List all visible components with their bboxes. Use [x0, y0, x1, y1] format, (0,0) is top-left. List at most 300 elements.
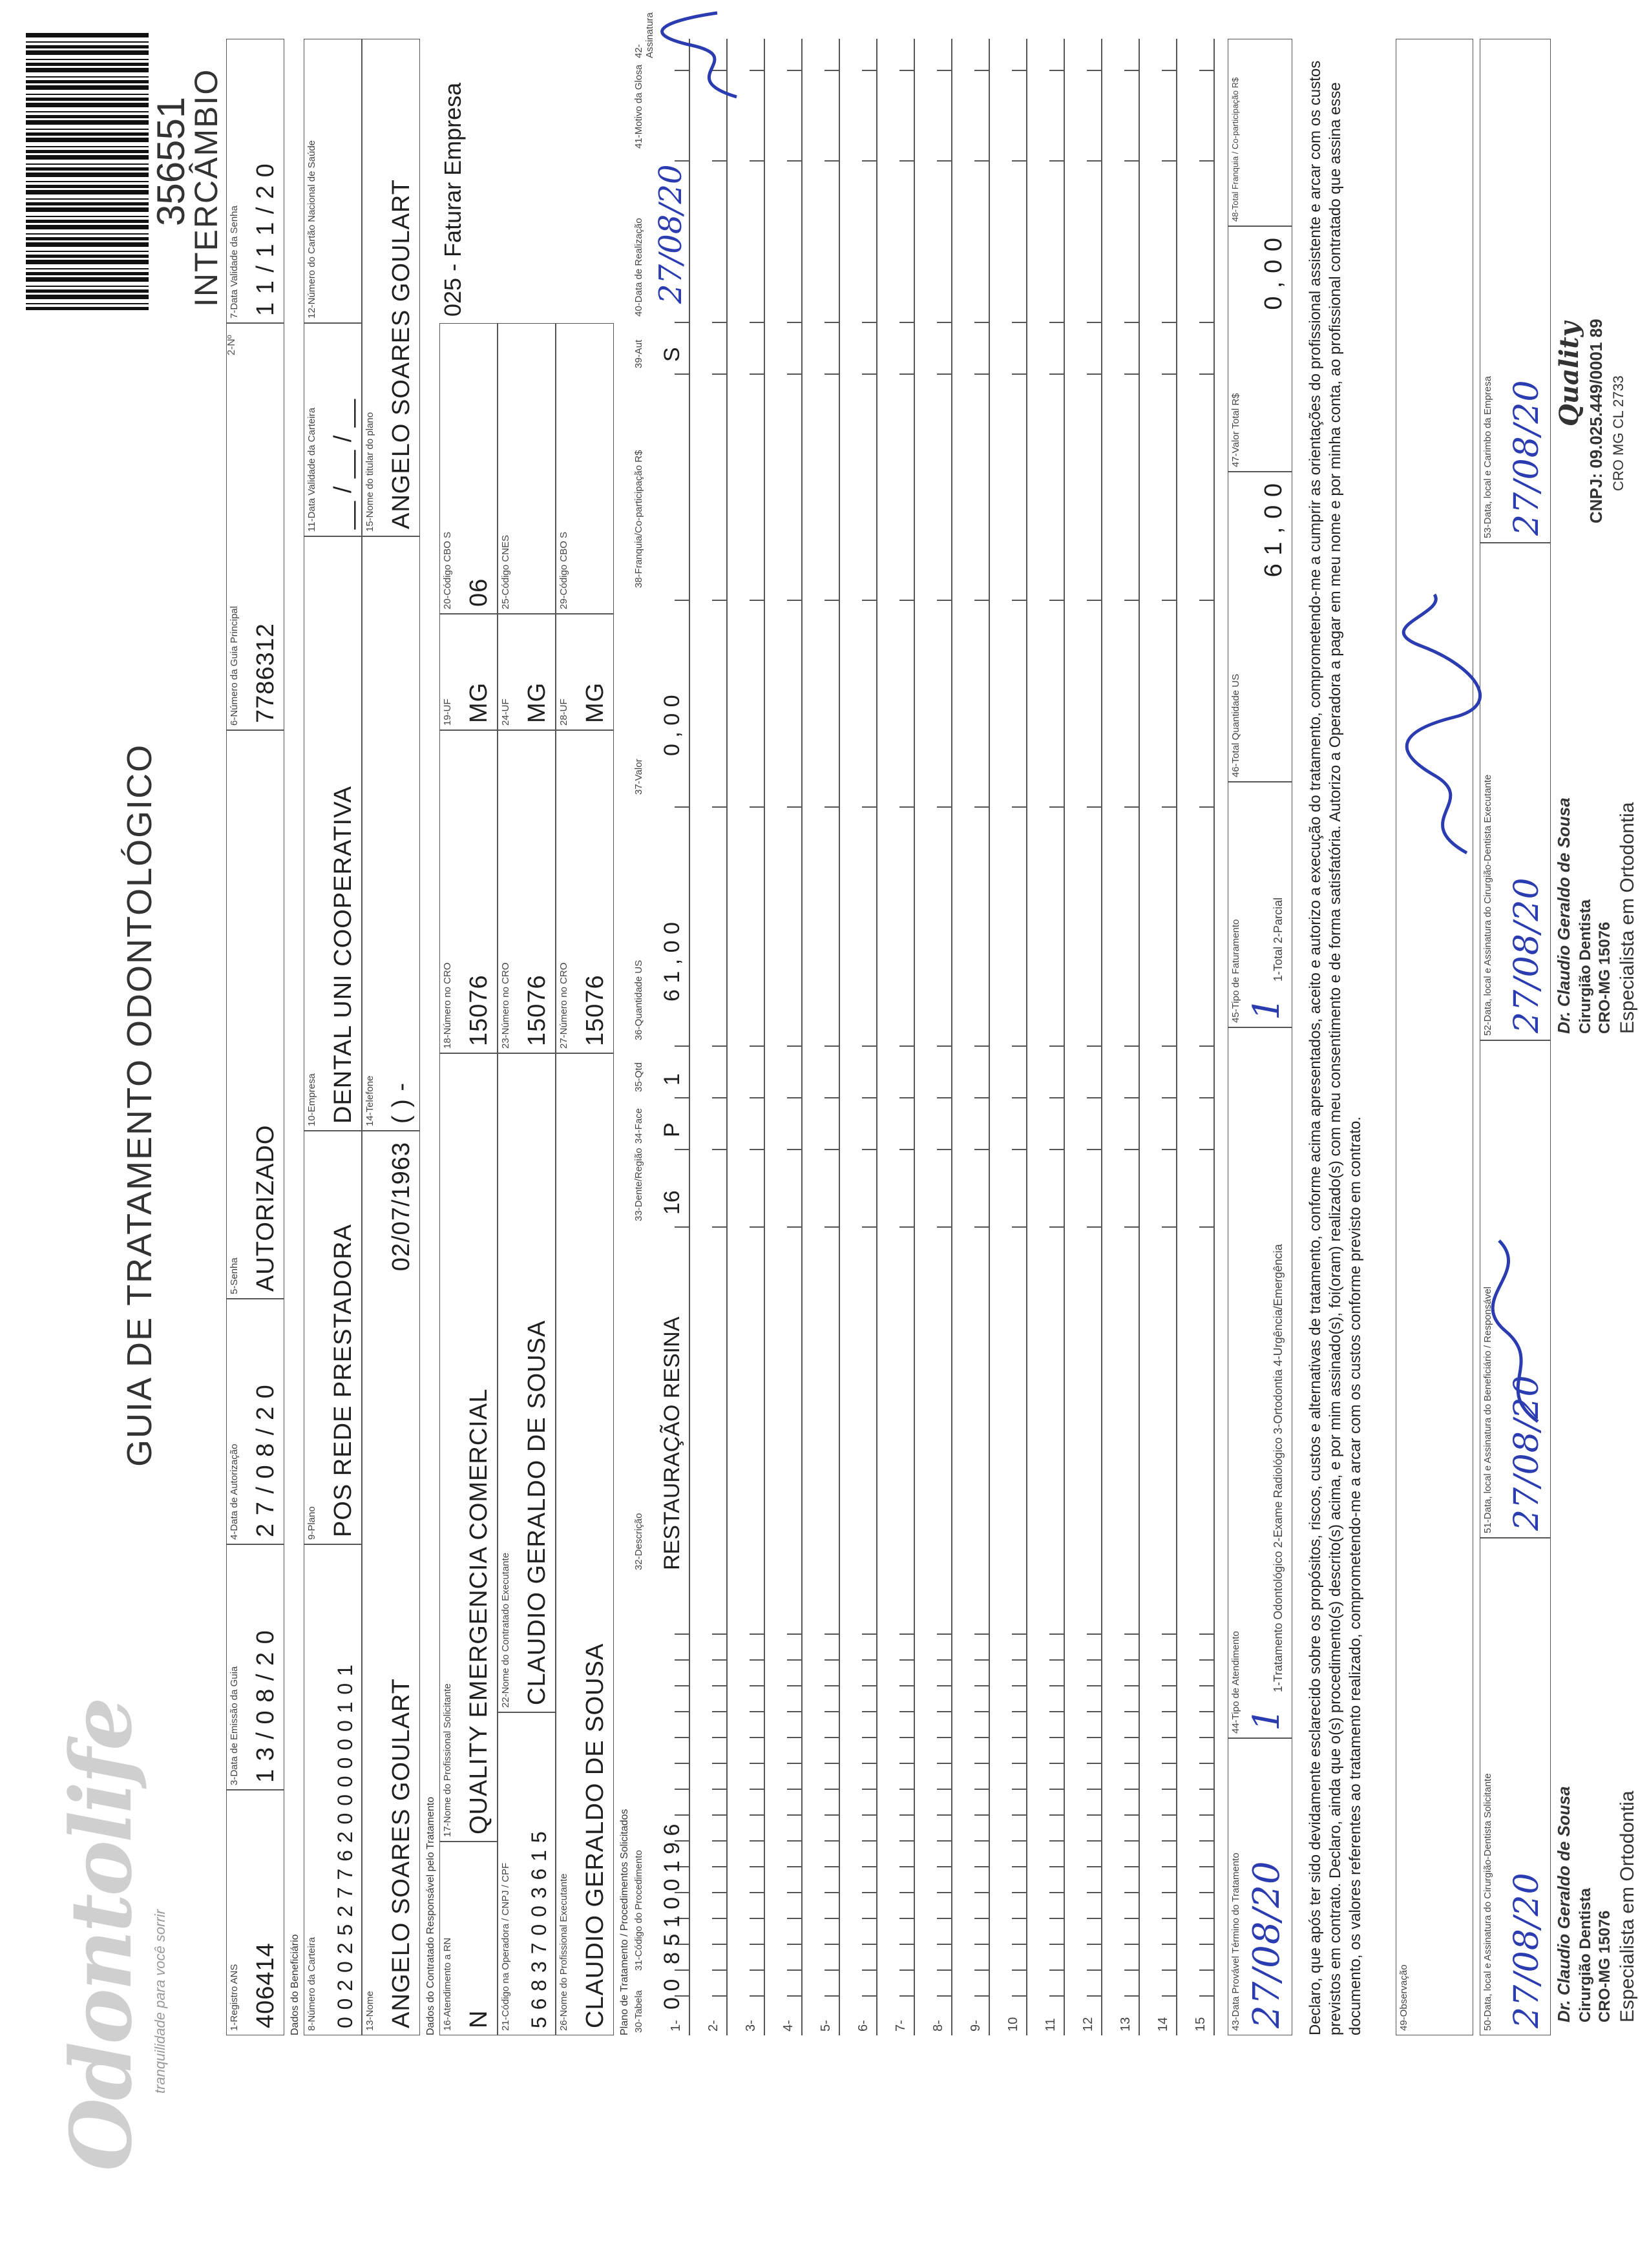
cell-divider	[1162, 1918, 1176, 1919]
uf-solicitante-field[interactable]	[439, 614, 498, 730]
cell-divider	[1012, 1711, 1026, 1712]
cell-divider	[712, 1814, 726, 1816]
cell-divider	[787, 600, 801, 601]
cell-divider	[937, 806, 951, 808]
tipo-atendimento-field[interactable]	[1228, 1027, 1292, 1738]
senha-field[interactable]	[226, 730, 284, 1299]
cell-divider	[1124, 600, 1139, 601]
odontolife-logo: Odontolife	[52, 1699, 151, 2171]
cell-divider	[974, 70, 989, 71]
col-descricao: 32-Descrição	[633, 1513, 644, 1570]
col-face: 34-Face	[633, 1108, 644, 1144]
cell-divider	[787, 1763, 801, 1764]
field-value: 7786312	[252, 623, 279, 723]
cell-divider	[712, 1633, 726, 1635]
field-value: ( ) -	[388, 1082, 415, 1124]
cell-divider	[937, 1633, 951, 1635]
procedure-row[interactable]	[877, 39, 915, 2035]
field-value: ANGELO SOARES GOULART	[388, 1678, 415, 2028]
cell-divider	[787, 1659, 801, 1661]
cell-divider	[787, 1995, 801, 1997]
col-qtd: 35-Qtd	[633, 1062, 644, 1092]
cell-divider	[787, 1969, 801, 1971]
field-value: 2 7 / 0 8 / 2 0	[252, 1384, 279, 1537]
cell-divider	[712, 1918, 726, 1919]
cell-divider	[899, 1995, 914, 1997]
cell-divider	[1199, 600, 1213, 601]
total-franquia-field[interactable]	[1228, 39, 1292, 226]
cell-divider	[675, 600, 689, 601]
cell-divider	[1087, 1763, 1101, 1764]
field-value: CLAUDIO GERALDO DE SOUSA	[523, 1319, 551, 1705]
row-number: 3-	[744, 2020, 758, 2032]
cell-divider	[787, 1045, 801, 1047]
cell-divider	[1012, 373, 1026, 375]
cell-divider	[974, 1814, 989, 1816]
cell-divider	[787, 70, 801, 71]
procedure-row[interactable]	[653, 39, 690, 2035]
cell-divider	[974, 1995, 989, 1997]
cell-divider	[1012, 1097, 1026, 1098]
codigo-operadora-field[interactable]	[498, 1712, 556, 2035]
cell-divider	[937, 1097, 951, 1098]
field-value: 1 3 / 0 8 / 2 0	[252, 1630, 279, 1783]
cell-divider	[1049, 322, 1064, 323]
cell-divider	[824, 806, 839, 808]
field-value: AUTORIZADO	[252, 1124, 279, 1292]
cell-divider	[1124, 1763, 1139, 1764]
cell-divider	[862, 1763, 876, 1764]
cell-divider	[1124, 1149, 1139, 1150]
cell-divider	[862, 1814, 876, 1816]
field-label: 53-Data, local e Carimbo da Empresa	[1482, 376, 1493, 538]
field-value: 6 1 , 0 0	[1260, 483, 1287, 578]
procedure-row[interactable]	[765, 39, 803, 2035]
data-emissao-field[interactable]	[226, 1544, 284, 1790]
procedure-signature-icon	[659, 6, 756, 103]
cell-divider	[1087, 1685, 1101, 1686]
procedure-row[interactable]	[1065, 39, 1102, 2035]
cell-divider	[675, 1814, 689, 1816]
cell-divider	[974, 1944, 989, 1945]
cell-divider	[1049, 1737, 1064, 1738]
cell-divider	[1162, 1892, 1176, 1893]
cell-divider	[899, 1737, 914, 1738]
cell-divider	[675, 373, 689, 375]
cell-divider	[824, 1711, 839, 1712]
cell-divider	[899, 322, 914, 323]
cell-divider	[899, 1711, 914, 1712]
cell-divider	[974, 1840, 989, 1842]
form-title: GUIA DE TRATAMENTO ODONTOLÓGICO	[120, 743, 159, 1467]
company-stamp-cro: CRO MG CL 2733	[1610, 375, 1626, 491]
cell-divider	[974, 160, 989, 162]
cell-divider	[937, 1969, 951, 1971]
cro-contratado-field[interactable]	[498, 730, 556, 1053]
registro-ans-field[interactable]	[226, 1790, 284, 2035]
cell-divider	[1124, 1944, 1139, 1945]
plano-field[interactable]	[304, 1131, 362, 1544]
cell-divider	[1012, 1944, 1026, 1945]
cell-divider	[899, 1226, 914, 1228]
section-procedimentos: Plano de Tratamento / Procedimentos Solicitados	[619, 1809, 630, 2035]
cell-divider	[899, 70, 914, 71]
cell-divider	[1012, 1995, 1026, 1997]
cell-divider	[974, 1969, 989, 1971]
field-label: 45-Tipo de Faturamento	[1230, 919, 1241, 1023]
cell-divider	[899, 1045, 914, 1047]
cell-divider	[675, 1226, 689, 1228]
cell-divider	[787, 1149, 801, 1150]
cell-divider	[1124, 1711, 1139, 1712]
cell-divider	[712, 1866, 726, 1867]
cell-divider	[1087, 1866, 1101, 1867]
procedure-row[interactable]	[728, 39, 765, 2035]
cell-divider	[1199, 1969, 1213, 1971]
cell-divider	[937, 600, 951, 601]
cell-divider	[1124, 1789, 1139, 1790]
procedure-row[interactable]	[690, 39, 728, 2035]
cell-divider	[824, 1892, 839, 1893]
cell-divider	[1162, 1840, 1176, 1842]
field-label: 11-Data Validade da Carteira	[306, 407, 317, 532]
cell-valor: 0 , 0 0	[660, 695, 684, 756]
cell-divider	[899, 1918, 914, 1919]
empresa-field[interactable]	[304, 536, 362, 1131]
cell-divider	[1162, 1149, 1176, 1150]
cell-divider	[750, 1814, 764, 1816]
field-value: POS REDE PRESTADORA	[330, 1224, 357, 1537]
cell-divider	[937, 1918, 951, 1919]
field-value: MG	[523, 682, 551, 723]
cell-divider	[899, 1892, 914, 1893]
cell-divider	[862, 1045, 876, 1047]
col-tabela: 30-Tabela	[633, 1990, 644, 2033]
procedure-row[interactable]	[990, 39, 1027, 2035]
cell-divider	[1124, 1918, 1139, 1919]
cell-divider	[824, 373, 839, 375]
prof-executante-field[interactable]	[556, 1053, 614, 2035]
cell-divider	[712, 160, 726, 162]
cell-divider	[937, 1789, 951, 1790]
cell-divider	[675, 1633, 689, 1635]
cell-divider	[1124, 322, 1139, 323]
cell-divider	[1087, 70, 1101, 71]
field-label: 26-Nome do Profissional Executante	[558, 1873, 569, 2031]
cell-divider	[1124, 1866, 1139, 1867]
cro-executante-field[interactable]	[556, 730, 614, 1053]
cell-divider	[1199, 1995, 1213, 1997]
dentist-stamp-cro: CRO-MG 15076	[1596, 1910, 1613, 2022]
cell-divider	[862, 1969, 876, 1971]
cell-divider	[1012, 1918, 1026, 1919]
cell-divider	[862, 1633, 876, 1635]
cell-divider	[750, 1711, 764, 1712]
atendimento-rn-field[interactable]	[439, 1842, 498, 2035]
cell-divider	[1124, 1814, 1139, 1816]
cell-divider	[1087, 806, 1101, 808]
cell-divider	[1162, 1969, 1176, 1971]
cell-divider	[862, 1659, 876, 1661]
field-label: 51-Data, local e Assinatura do Beneficiário / Responsável	[1482, 1286, 1493, 1533]
cell-divider	[712, 1892, 726, 1893]
cell-divider	[824, 1944, 839, 1945]
procedure-row[interactable]	[1027, 39, 1065, 2035]
cell-divider	[974, 373, 989, 375]
field-label: 12-Número do Cartão Nacional de Saúde	[306, 140, 317, 319]
cell-divider	[1199, 1918, 1213, 1919]
cell-divider	[1199, 1226, 1213, 1228]
titular-field[interactable]	[362, 39, 420, 536]
col-us: 36-Quantidade US	[633, 960, 644, 1040]
cell-divider	[1124, 1633, 1139, 1635]
cell-divider	[1012, 1789, 1026, 1790]
cell-divider	[1162, 1226, 1176, 1228]
field-value: 15076	[523, 974, 551, 1046]
cnes-field[interactable]	[498, 323, 556, 614]
cell-divider	[862, 1995, 876, 1997]
prof-solicitante-field[interactable]	[439, 1053, 498, 1842]
cell-divider	[712, 1659, 726, 1661]
carteira-field[interactable]	[304, 1544, 362, 2035]
cell-divider	[712, 1840, 726, 1842]
field-label: 20-Código CBO S	[442, 531, 453, 609]
uf-contratado-field[interactable]	[498, 614, 556, 730]
cell-divider	[974, 1149, 989, 1150]
cell-divider	[862, 1840, 876, 1842]
cell-divider	[899, 1763, 914, 1764]
cell-divider	[1162, 1866, 1176, 1867]
field-value: 06	[465, 578, 492, 607]
cell-divider	[712, 322, 726, 323]
contratado-executante-field[interactable]	[498, 1053, 556, 1712]
cell-divider	[750, 1737, 764, 1738]
cell-divider	[1199, 1866, 1213, 1867]
cartao-nacional-field[interactable]	[304, 39, 362, 323]
cell-divider	[1049, 160, 1064, 162]
cell-divider	[1162, 1944, 1176, 1945]
cell-divider	[824, 160, 839, 162]
procedure-row[interactable]	[1177, 39, 1215, 2035]
cell-divider	[824, 1685, 839, 1686]
termino-field[interactable]	[1228, 1738, 1292, 2035]
cell-divider	[1012, 1866, 1026, 1867]
cell-divider	[862, 1685, 876, 1686]
cell-divider	[824, 600, 839, 601]
field-value: 1 1 / 1 1 / 2 0	[252, 163, 279, 316]
cell-divider	[750, 600, 764, 601]
cell-divider	[862, 806, 876, 808]
procedure-row[interactable]	[915, 39, 952, 2035]
row-number: 13	[1119, 2017, 1133, 2032]
cell-divider	[712, 1226, 726, 1228]
nome-field[interactable]	[362, 1131, 420, 2035]
logo-tagline: tranquilidade para você sorrir	[152, 1909, 168, 2094]
cell-divider	[1162, 1995, 1176, 1997]
field-label: 17-Nome do Profissional Solicitante	[442, 1683, 453, 1837]
cell-divider	[1087, 1969, 1101, 1971]
cell-divider	[974, 1918, 989, 1919]
cell-divider	[787, 1840, 801, 1842]
cell-divider	[787, 1944, 801, 1945]
procedure-row[interactable]	[1140, 39, 1177, 2035]
cell-divider	[937, 1866, 951, 1867]
guide-number-label: 2-Nº	[226, 335, 237, 355]
cell-divider	[1162, 806, 1176, 808]
cell-divider	[1012, 1149, 1026, 1150]
cell-divider	[1012, 322, 1026, 323]
col-franquia: 38-Franquia/Co-participação R$	[633, 450, 644, 588]
uf-executante-field[interactable]	[556, 614, 614, 730]
cell-divider	[787, 1685, 801, 1686]
assinatura-cirurgiao-field[interactable]	[1480, 1538, 1551, 2035]
cell-divider	[750, 160, 764, 162]
barcode-icon	[26, 32, 149, 310]
cell-divider	[1124, 1685, 1139, 1686]
field-label: 14-Telefone	[364, 1075, 375, 1126]
cell-divider	[1124, 1659, 1139, 1661]
cell-divider	[712, 1685, 726, 1686]
cell-divider	[1162, 1097, 1176, 1098]
cell-divider	[862, 1918, 876, 1919]
cell-divider	[787, 806, 801, 808]
cell-divider	[862, 1226, 876, 1228]
valor-total-field[interactable]	[1228, 226, 1292, 472]
telefone-field[interactable]	[362, 536, 420, 1131]
cell-divider	[1049, 70, 1064, 71]
signature-date: 27/08/20	[1507, 1374, 1546, 1531]
field-label: 27-Número no CRO	[558, 962, 569, 1049]
cell-divider	[1087, 1633, 1101, 1635]
cell-divider	[1087, 160, 1101, 162]
observacao-field[interactable]	[1396, 39, 1473, 2035]
cell-divider	[675, 1711, 689, 1712]
cbo-solicitante-field[interactable]	[439, 323, 498, 614]
field-label: 50-Data, local e Assinatura do Cirurgião-Dentista Solicitante	[1482, 1773, 1493, 2031]
cell-divider	[787, 1892, 801, 1893]
cell-divider	[1049, 1149, 1064, 1150]
cell-divider	[824, 1149, 839, 1150]
cell-divider	[1199, 373, 1213, 375]
tipo-faturamento-field[interactable]	[1228, 782, 1292, 1027]
carimbo-empresa-field[interactable]	[1480, 39, 1551, 543]
procedure-row[interactable]	[803, 39, 840, 2035]
cell-divider	[787, 1633, 801, 1635]
cell-divider	[1087, 1737, 1101, 1738]
cell-divider	[1087, 322, 1101, 323]
company-stamp-cnpj: CNPJ: 09.025.449/0001 89	[1586, 319, 1606, 523]
field-value: 27/08/20	[1246, 1860, 1288, 2028]
total-us-field[interactable]	[1228, 472, 1292, 782]
cell-divider	[862, 322, 876, 323]
cell-divider	[1199, 1711, 1213, 1712]
cell-divider	[1124, 806, 1139, 808]
cell-divider	[974, 1659, 989, 1661]
cell-divider	[787, 1814, 801, 1816]
cell-divider	[1162, 373, 1176, 375]
cell-divider	[1049, 600, 1064, 601]
row-number: 11	[1044, 2018, 1058, 2032]
cell-divider	[937, 1995, 951, 1997]
procedure-row[interactable]	[952, 39, 990, 2035]
cell-divider	[1199, 160, 1213, 162]
cell-divider	[1049, 1840, 1064, 1842]
cell-divider	[899, 1685, 914, 1686]
cro-solicitante-field[interactable]	[439, 730, 498, 1053]
cell-divider	[1199, 1633, 1213, 1635]
cell-divider	[937, 373, 951, 375]
cell-qtd: 1	[660, 1073, 684, 1086]
cell-divider	[1049, 1097, 1064, 1098]
cell-divider	[1162, 1685, 1176, 1686]
row-number: 10	[1006, 2017, 1020, 2032]
cell-divider	[1199, 1737, 1213, 1738]
assinatura-executante-field[interactable]	[1480, 543, 1551, 1040]
cell-divider	[1012, 1685, 1026, 1686]
field-label: 43-Data Provável Término do Tratamento	[1230, 1853, 1241, 2031]
col-dente: 33-Dente/Região	[633, 1148, 644, 1221]
declaration-text: Declaro, que após ter sido devidamente esclarecido sobre os propósitos, riscos, custos e alternativas de tratamento, conforme acima apresentados, aceito e autorizo a execução do tratamento, comprometendo-me a cumprir as orientações do profissional assistente e arcar com os custos previstos em contrato. Declaro, ainda que o(s) procedimento(s) descrito(s) acima, e por mim assinado(s), foi(oram) realizado(s) com meu consentimento e de forma satisfatória. Autorizo a Operadora a pagar em meu nome e por minha conta, ao profissional contratado que assina esse documento, os valores referentes ao tratamento realizado, comprometendo-me a arcar com os custos conforme previsto em contrato.	[1307, 60, 1364, 2035]
dentist-stamp-cro-2: CRO-MG 15076	[1596, 921, 1613, 1034]
cell-divider	[974, 1866, 989, 1867]
cell-divider	[937, 1737, 951, 1738]
col-codigo: 31-Código do Procedimento	[633, 1850, 644, 1971]
cell-divider	[824, 1045, 839, 1047]
row-number: 12	[1081, 2017, 1095, 2032]
cell-divider	[1049, 373, 1064, 375]
cell-divider	[1162, 1633, 1176, 1635]
cell-divider	[1049, 1711, 1064, 1712]
data-autorizacao-field[interactable]	[226, 1299, 284, 1544]
cell-divider	[1162, 1789, 1176, 1790]
field-value: MG	[582, 682, 609, 723]
cell-divider	[1199, 70, 1213, 71]
field-value: MG	[465, 682, 492, 723]
birth-date: 02/07/1963	[388, 1142, 415, 1272]
field-label: 19-UF	[442, 698, 453, 726]
cell-divider	[1049, 1866, 1064, 1867]
col-aut: 39-Aut	[633, 339, 644, 368]
cell-divider	[862, 160, 876, 162]
cbo-executante-field[interactable]	[556, 323, 614, 614]
cell-divider	[937, 70, 951, 71]
cell-divider	[1012, 806, 1026, 808]
validade-carteira-field[interactable]	[304, 323, 362, 536]
field-label: 15-Nome do titular do plano	[364, 412, 375, 532]
cell-divider	[1012, 1737, 1026, 1738]
cell-dente: 16	[660, 1190, 684, 1215]
row-number: 7-	[894, 2020, 908, 2032]
procedure-row[interactable]	[840, 39, 877, 2035]
cell-divider	[1012, 1226, 1026, 1228]
cell-divider	[1124, 1226, 1139, 1228]
col-data: 40-Data de Realização	[633, 218, 644, 317]
cell-divider	[974, 322, 989, 323]
cell-divider	[899, 1659, 914, 1661]
cell-divider	[937, 1814, 951, 1816]
cell-divider	[937, 1045, 951, 1047]
validade-senha-field[interactable]	[226, 39, 284, 323]
cell-divider	[712, 1944, 726, 1945]
dentist-stamp-name: Dr. Claudio Geraldo de Sousa	[1554, 1786, 1573, 2022]
guide-number: 356551	[149, 96, 193, 226]
cell-divider	[1199, 1685, 1213, 1686]
procedure-row[interactable]	[1102, 39, 1140, 2035]
cell-divider	[675, 1097, 689, 1098]
cell-divider	[750, 1226, 764, 1228]
cell-descricao: RESTAURAÇÃO RESINA	[660, 1316, 684, 1570]
guia-principal-field[interactable]	[226, 323, 284, 730]
